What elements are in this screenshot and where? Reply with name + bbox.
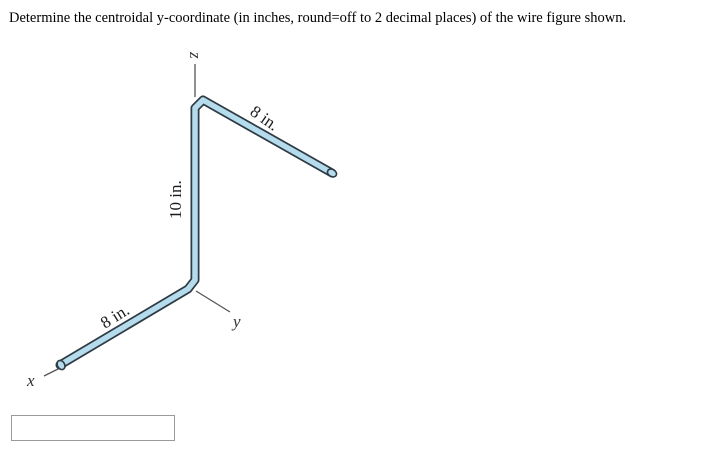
y-axis-label: y xyxy=(233,312,241,331)
wire-figure xyxy=(0,40,722,400)
question-text: Determine the centroidal y-coordinate (in inches, round=off to 2 decimal places) of the wire figure shown. xyxy=(9,10,627,26)
y-axis xyxy=(196,291,230,312)
wire-body xyxy=(60,100,332,365)
z-axis-label: z xyxy=(186,52,205,59)
dimension-label-top: 8 in. xyxy=(246,101,283,135)
dimension-label-x: 8 in. xyxy=(97,300,133,333)
dimension-label-vertical: 10 in. xyxy=(166,180,185,219)
answer-input[interactable] xyxy=(11,415,175,441)
x-axis-label: x xyxy=(27,371,35,390)
